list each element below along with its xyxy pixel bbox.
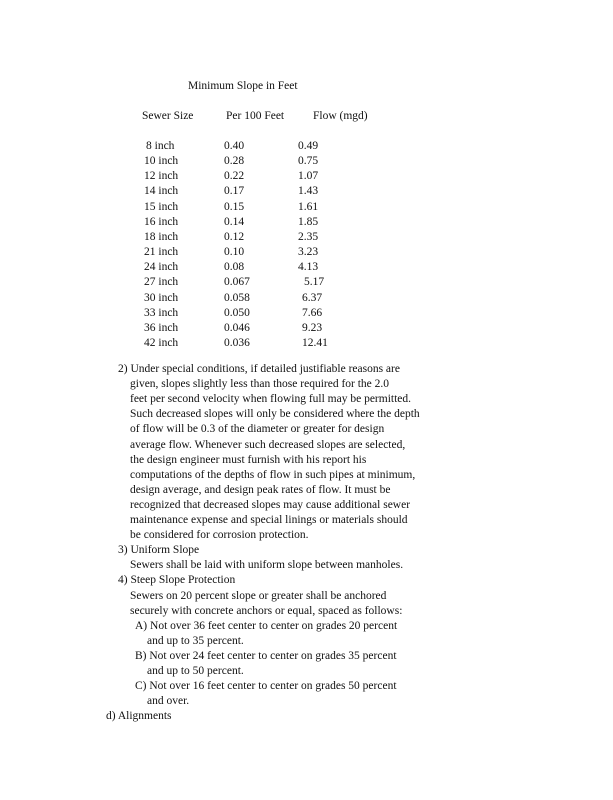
sewer-size-cell: 15 inch: [144, 200, 179, 213]
text-line: and over.: [147, 695, 190, 708]
text-line: C) Not over 16 feet center to center on grades 50 percent: [135, 680, 397, 693]
slope-cell: 0.15: [224, 200, 245, 213]
sewer-size-cell: 33 inch: [144, 306, 179, 319]
flow-cell: 0.75: [298, 155, 319, 168]
header-sewer-size: Sewer Size: [142, 110, 194, 122]
text-line: given, slopes slightly less than those required for the 2.0: [130, 378, 390, 391]
text-line: B) Not over 24 feet center to center on grades 35 percent: [135, 649, 397, 662]
table-row: [0, 170, 613, 185]
sewer-size-cell: 36 inch: [144, 321, 179, 334]
table-row: [0, 292, 613, 307]
slope-cell: 0.067: [224, 276, 250, 289]
flow-cell: 7.66: [302, 306, 323, 319]
flow-cell: 1.43: [298, 185, 319, 198]
table-row: [0, 140, 613, 155]
flow-cell: 4.13: [298, 261, 319, 274]
table-row: [0, 261, 613, 276]
text-line: Sewers shall be laid with uniform slope between manholes.: [130, 559, 404, 572]
table-row: [0, 201, 613, 216]
slope-cell: 0.14: [224, 215, 245, 228]
flow-cell: 0.49: [298, 140, 319, 152]
text-line: the design engineer must furnish with his report his: [130, 453, 367, 466]
table-row: [0, 246, 613, 261]
slope-cell: 0.10: [224, 246, 245, 259]
text-line: design average, and design peak rates of flow. It must be: [130, 483, 391, 496]
sewer-size-cell: 8 inch: [146, 140, 175, 152]
text-line: 2) Under special conditions, if detailed justifiable reasons are: [118, 363, 400, 375]
text-line: average flow. Whenever such decreased slopes are selected,: [130, 438, 406, 451]
header-flow-mgd: Flow (mgd): [313, 110, 368, 122]
slope-cell: 0.058: [224, 291, 250, 304]
slope-cell: 0.28: [224, 155, 245, 168]
text-line: 3) Uniform Slope: [118, 544, 200, 557]
flow-cell: 1.61: [298, 200, 319, 213]
text-line: 4) Steep Slope Protection: [118, 574, 236, 587]
flow-cell: 1.07: [298, 170, 319, 183]
slope-cell: 0.08: [224, 261, 245, 274]
table-title: Minimum Slope in Feet: [188, 80, 298, 92]
text-line: recognized that decreased slopes may cause additional sewer: [130, 498, 411, 511]
text-line: maintenance expense and special linings or materials should: [130, 514, 408, 526]
slope-cell: 0.40: [224, 140, 245, 152]
table-row: [0, 276, 613, 291]
sewer-size-cell: 42 inch: [144, 336, 179, 349]
sewer-size-cell: 10 inch: [144, 155, 179, 168]
sewer-size-cell: 14 inch: [144, 185, 179, 198]
header-per-100-feet: Per 100 Feet: [226, 110, 285, 122]
slope-cell: 0.12: [224, 230, 245, 243]
text-line: and up to 50 percent.: [147, 665, 244, 677]
flow-cell: 6.37: [302, 291, 323, 304]
table-row: [0, 231, 613, 246]
sewer-size-cell: 12 inch: [144, 170, 179, 183]
sewer-size-cell: 30 inch: [144, 291, 179, 304]
flow-cell: 5.17: [304, 276, 325, 289]
slope-cell: 0.036: [224, 336, 250, 349]
table-row: [0, 322, 613, 337]
flow-cell: 9.23: [302, 321, 323, 334]
text-line: computations of the depths of flow in such pipes at minimum,: [130, 468, 416, 481]
sewer-size-cell: 24 inch: [144, 261, 179, 274]
table-row: [0, 216, 613, 231]
table-row: [0, 155, 613, 170]
table-row: [0, 337, 613, 352]
flow-cell: 1.85: [298, 215, 319, 228]
text-line: Sewers on 20 percent slope or greater shall be anchored: [130, 589, 387, 602]
text-line: feet per second velocity when flowing full may be permitted.: [130, 393, 412, 406]
sewer-size-cell: 16 inch: [144, 215, 179, 228]
text-line: Such decreased slopes will only be considered where the depth: [130, 408, 420, 421]
text-line: be considered for corrosion protection.: [130, 529, 309, 542]
sewer-size-cell: 21 inch: [144, 246, 179, 259]
text-line: securely with concrete anchors or equal, spaced as follows:: [130, 604, 403, 617]
slope-cell: 0.050: [224, 306, 250, 319]
table-row: [0, 307, 613, 322]
sewer-size-cell: 18 inch: [144, 230, 179, 243]
slope-cell: 0.22: [224, 170, 245, 183]
flow-cell: 3.23: [298, 246, 319, 259]
table-row: [0, 185, 613, 200]
slope-cell: 0.046: [224, 321, 250, 334]
text-line: A) Not over 36 feet center to center on grades 20 percent: [135, 619, 398, 632]
text-line: and up to 35 percent.: [147, 634, 244, 647]
sewer-size-cell: 27 inch: [144, 276, 179, 289]
flow-cell: 12.41: [302, 336, 328, 349]
slope-cell: 0.17: [224, 185, 245, 198]
text-line: of flow will be 0.3 of the diameter or greater for design: [130, 423, 385, 436]
flow-cell: 2.35: [298, 230, 319, 243]
text-line: d) Alignments: [106, 710, 172, 723]
